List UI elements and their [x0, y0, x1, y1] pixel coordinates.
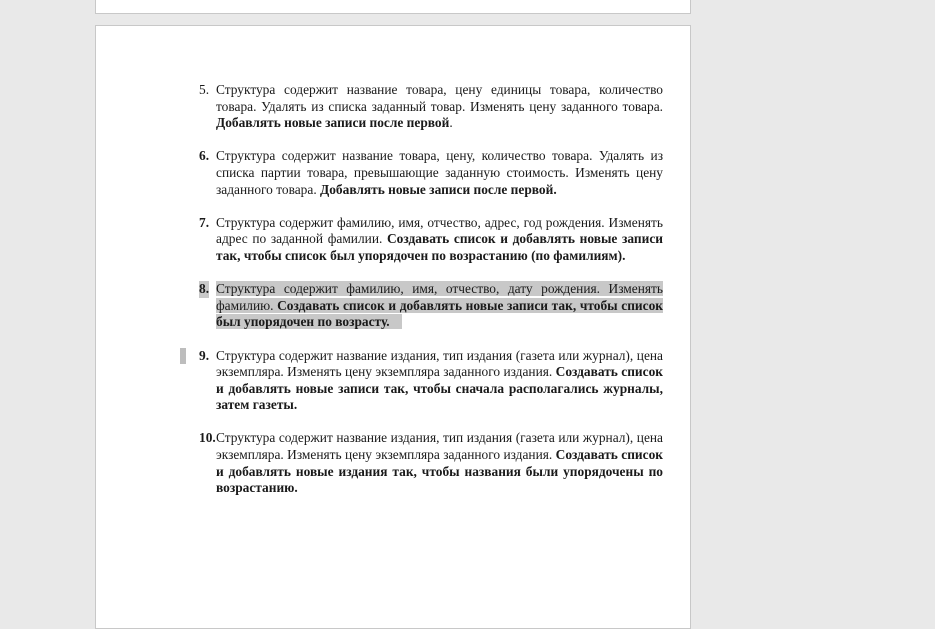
item-bold-text: Создавать список и добавлять новые записи так, чтобы сначала располагались журналы, затем газеты. [216, 364, 663, 413]
item-number: 5. [199, 82, 210, 97]
item-number: 6. [199, 148, 210, 164]
list-item-5[interactable] [199, 82, 663, 132]
list-item-10[interactable] [199, 430, 663, 496]
selection-margin-marker [180, 348, 186, 364]
list-item-6[interactable] [199, 148, 663, 198]
item-plain-text: Структура содержит название товара, цену, количество товара. Удалять из списка партии товара, превышающие заданную стоимость. Изменять цену заданного товара. [216, 148, 663, 197]
item-plain-text: Структура содержит название издания, тип издания (газета или журнал), цена экземпляра. Изменять цену экземпляра заданного издания. [216, 430, 663, 463]
previous-page [95, 0, 691, 14]
selection-tail [390, 314, 402, 331]
item-number: 10. [199, 430, 216, 446]
item-tail-text: . [449, 115, 453, 131]
item-plain-text: Структура содержит название издания, тип издания (газета или журнал), цена экземпляра. Изменять цену экземпляра заданного издания. [216, 347, 663, 380]
document-page[interactable] [95, 25, 691, 629]
item-text [216, 215, 663, 263]
item-plain-text: Структура содержит название товара, цену единицы товара, количество товара. Удалять из списка заданный товар. Изменять цену заданного товара. [216, 82, 663, 114]
item-number: 8. [199, 281, 210, 297]
list-item-8-selected[interactable] [199, 281, 663, 331]
item-bold-text: Добавлять новые записи после первой. [320, 181, 557, 197]
item-text [216, 348, 663, 413]
item-bold-text: Создавать список и добавлять новые записи так, чтобы список был упорядочен по возрастанию (по фамилиям). [216, 231, 663, 263]
item-text [216, 281, 663, 329]
item-bold-text: Создавать список и добавлять новые издания так, чтобы названия были упорядочены по возрастанию. [216, 447, 663, 496]
item-number: 7. [199, 214, 210, 230]
item-bold-text: Добавлять новые записи после первой [216, 115, 450, 131]
item-text [216, 430, 663, 495]
item-plain-text: Структура содержит фамилию, имя, отчество, дату рождения. Изменять фамилию. [216, 281, 663, 313]
task-list [199, 82, 663, 513]
item-text [216, 82, 663, 130]
list-item-7[interactable] [199, 215, 663, 265]
item-text [216, 148, 663, 196]
item-plain-text: Структура содержит фамилию, имя, отчество, адрес, год рождения. Изменять адрес по заданной фамилии. [216, 214, 663, 247]
list-item-9[interactable] [199, 348, 663, 414]
item-bold-text: Создавать список и добавлять новые записи так, чтобы список был упорядочен по возрасту. [216, 297, 663, 330]
item-number: 9. [199, 347, 210, 363]
